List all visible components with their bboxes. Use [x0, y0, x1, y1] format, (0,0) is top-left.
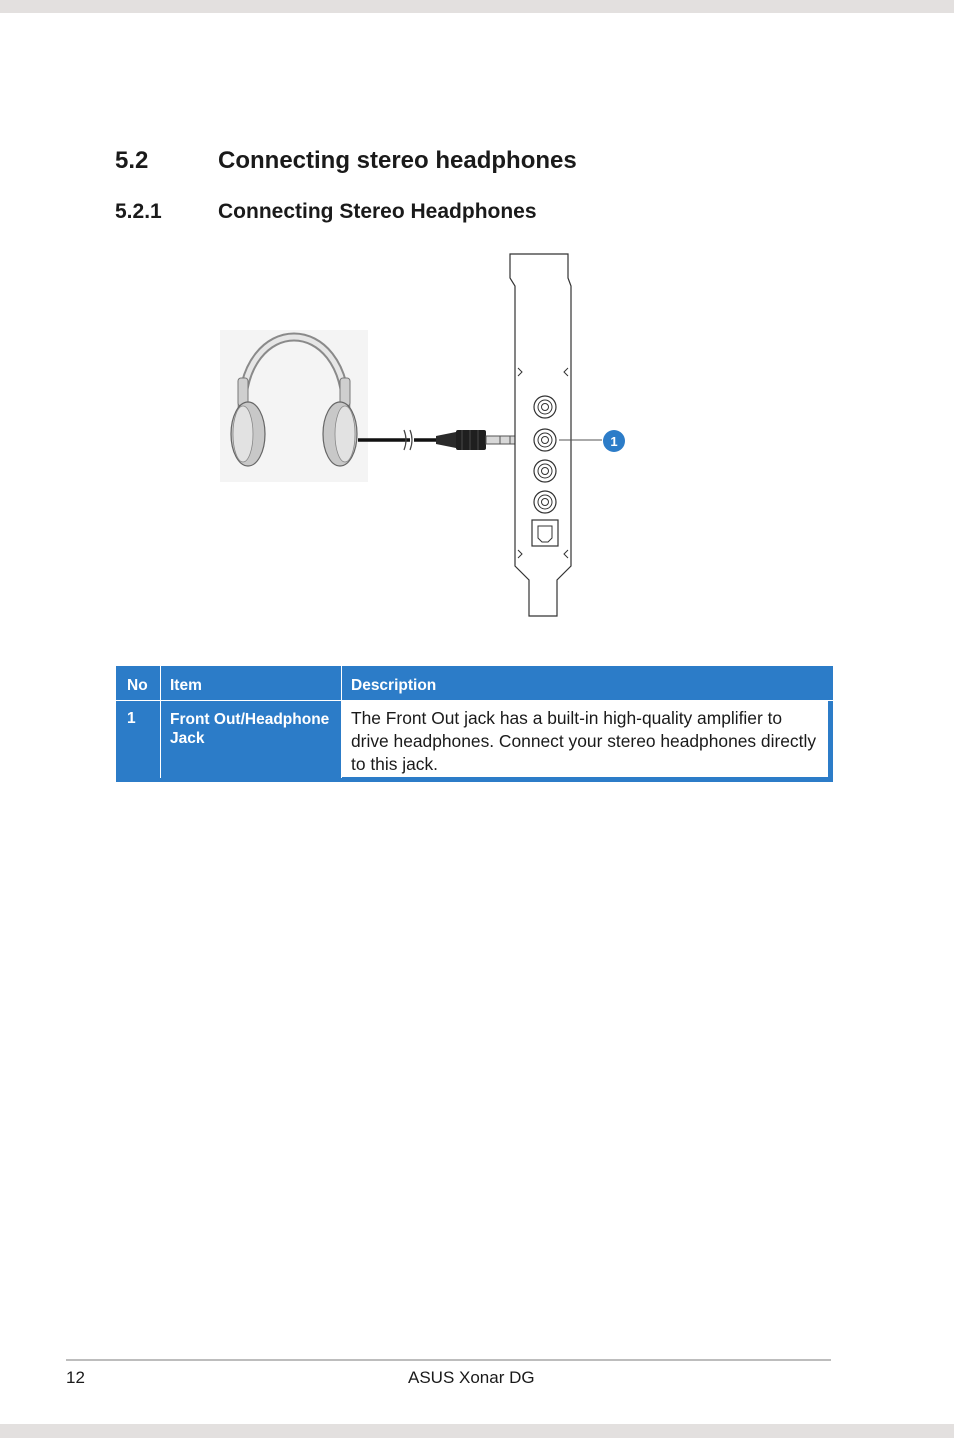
column-divider	[160, 666, 161, 778]
header-item: Item	[170, 677, 202, 694]
section-number: 5.2	[115, 147, 149, 174]
top-border-band	[0, 0, 954, 13]
sound-card-bracket	[510, 254, 571, 616]
product-name: ASUS Xonar DG	[408, 1368, 535, 1387]
bottom-border-band	[0, 1424, 954, 1438]
description-cell	[342, 701, 828, 777]
header-no: No	[127, 677, 148, 694]
subsection-heading	[115, 200, 537, 224]
headphone-connection-figure	[218, 252, 638, 624]
audio-cable-plug	[358, 430, 524, 450]
footer-divider	[66, 1359, 831, 1361]
header-description: Description	[351, 677, 437, 694]
optical-port-icon	[532, 520, 558, 546]
subsection-title: Connecting Stereo Headphones	[218, 200, 537, 223]
connector-table	[116, 666, 833, 782]
subsection-number: 5.2.1	[115, 200, 162, 223]
callout-number: 1	[610, 434, 618, 449]
row-item: Front Out/Headphone Jack	[170, 711, 330, 747]
section-title: Connecting stereo headphones	[218, 147, 577, 174]
row-description: The Front Out jack has a built-in high-quality amplifier to drive headphones. Connect your stereo headphones directly to this jack.	[351, 708, 817, 774]
row-number: 1	[127, 710, 136, 727]
page-number: 12	[66, 1368, 85, 1387]
section-heading	[115, 147, 577, 175]
headphones-icon	[220, 330, 368, 482]
